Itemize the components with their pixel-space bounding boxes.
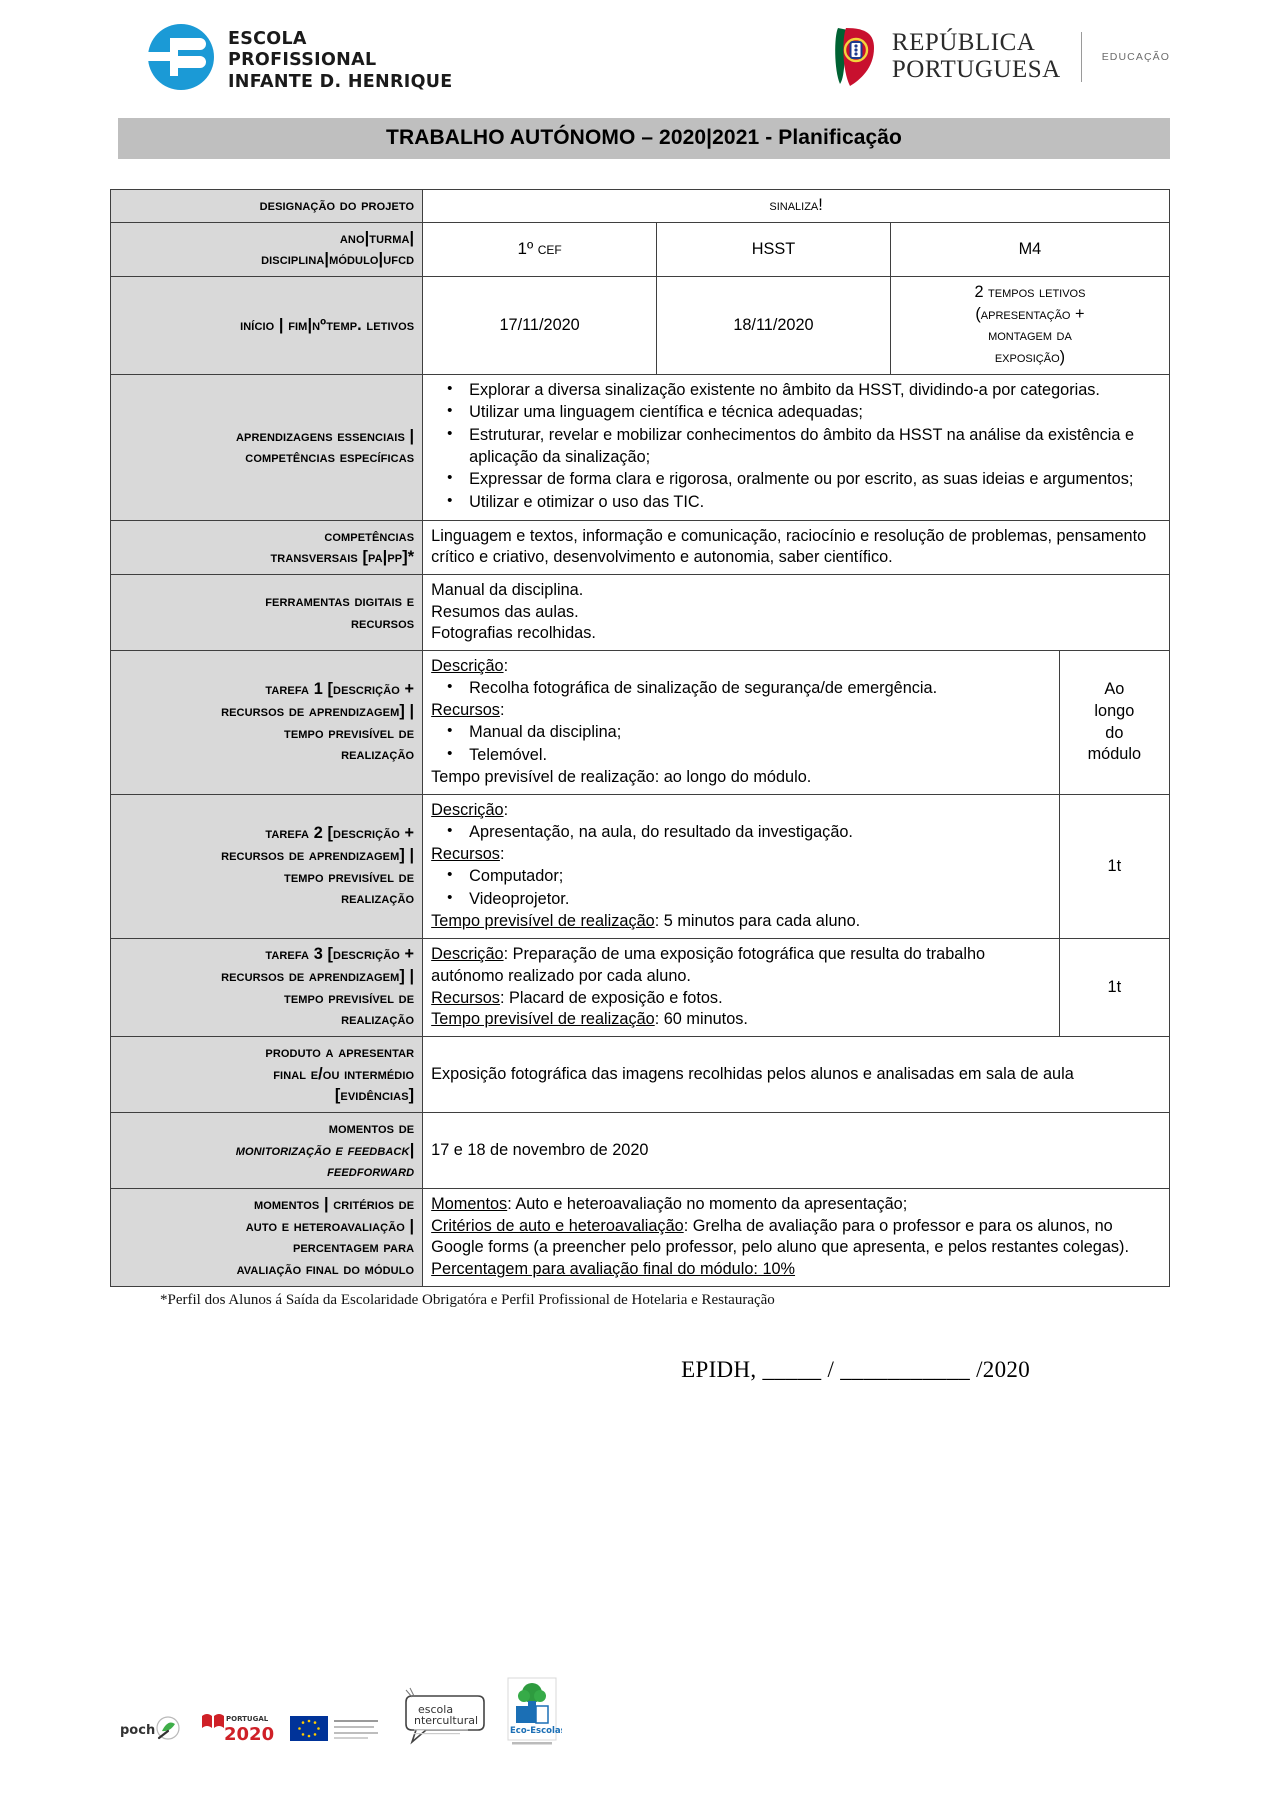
label-assessment [111,1188,423,1286]
svg-text:PORTUGAL: PORTUGAL [226,1715,269,1723]
label-essential-line1: aprendizagens essenciais | [235,426,415,445]
table-row-monitoring [111,1112,1170,1188]
task1-desc-list [431,678,1050,700]
task3-time-value: : 60 minutos. [654,1010,748,1029]
label-task2-line1: tarefa 2 [descrição + [265,824,415,843]
value-task3 [423,939,1059,1037]
value-assessment [423,1188,1170,1286]
task2-res-list [431,866,1050,910]
gov-line2: PORTUGUESA [891,56,1061,83]
task1-desc-heading: Descrição: [431,657,509,676]
republica-portuguesa-logo [832,18,1170,88]
label-class-line2: disciplina|módulo|ufcd [261,250,415,269]
label-assessment-line4: avaliação final do módulo [236,1259,415,1278]
poch-logo-icon [118,1708,184,1753]
value-digital-tools [423,575,1170,651]
list-item: • Explorar a diversa sinalização existente no âmbito da HSST, dividindo-a por categorias. [469,380,1161,402]
digital-tools-line1: Manual da disciplina. [431,581,584,600]
task2-time-value: : 5 minutos para cada aluno. [654,912,861,931]
task3-desc [431,944,1050,987]
value-lesson-times [890,277,1169,375]
school-logo [140,18,453,96]
table-row-transversal [111,520,1170,574]
value-designation: sinaliza! [423,190,1170,223]
document-title: TRABALHO AUTÓNOMO – 2020|2021 - Planificação [118,118,1170,159]
label-monitoring-line2-text: monitorização e feedback| [235,1140,415,1159]
assessment-criteria [431,1216,1161,1259]
gov-line1: REPÚBLICA [891,29,1036,57]
task3-res [431,988,1050,1010]
task2-res-heading-text: Recursos [431,845,500,864]
label-task1-line3: tempo previsível de [284,723,415,742]
label-task3-line2: recursos de aprendizagem] | [221,966,415,985]
list-item: • Videoprojetor. [469,889,1050,911]
task3-desc-label: Descrição [431,945,504,964]
table-row-digital-tools [111,575,1170,651]
task2-res-heading: Recursos: [431,845,505,864]
label-task1 [111,651,423,795]
table-row-assessment [111,1188,1170,1286]
school-emblem-icon [140,18,218,96]
digital-tools-line2: Resumos das aulas. [431,602,579,621]
list-item: • Computador; [469,866,1050,888]
label-task2-line2: recursos de aprendizagem] | [221,845,415,864]
planning-table [110,189,1170,1287]
value-task1 [423,651,1059,795]
label-digital-line2: recursos [351,613,415,632]
task3-res-label: Recursos [431,988,500,1007]
assessment-criteria-label: Critérios de auto e heteroavaliação [431,1216,684,1235]
school-name-line1: ESCOLA [228,28,307,49]
digital-tools-line3: Fotografias recolhidas. [431,624,596,643]
assessment-percentage-value: : 10% [753,1259,796,1278]
table-row-task1 [111,651,1170,795]
value-essential-learning [423,374,1170,520]
label-designation: designação do projeto [111,190,423,223]
assessment-moments [431,1194,1161,1216]
svg-text:ntercultural: ntercultural [414,1714,479,1727]
value-year-class: 1º cef [423,222,657,276]
european-union-logo-icon [288,1708,384,1753]
label-task3-line1: tarefa 3 [descrição + [265,945,415,964]
list-item: • Utilizar e otimizar o uso das TIC. [469,492,1161,514]
republica-portuguesa-wordmark [892,30,1061,84]
school-name [228,21,453,93]
lesson-times-line1: 2 tempos letivos [974,283,1086,302]
assessment-percentage [431,1259,1161,1281]
task3-desc-value: : Preparação de uma exposição fotográfica que resulta do trabalho autónomo realizado por cada aluno. [431,945,986,985]
essential-learning-list [431,380,1161,514]
label-monitoring-line3 [119,1161,414,1183]
label-task3-line3: tempo previsível de [284,988,415,1007]
task1-duration-line3: do [1105,723,1124,742]
label-digital-tools [111,575,423,651]
table-row-task3 [111,939,1170,1037]
task3-time-label: Tempo previsível de realização [431,1010,655,1029]
table-row-product [111,1036,1170,1112]
label-task3 [111,939,423,1037]
value-task1-duration [1059,651,1169,795]
logo-divider [1081,32,1082,82]
school-name-line2: PROFISSIONAL [228,50,377,71]
signature-line: EPIDH, _____ / ___________ /2020 [681,1356,1030,1382]
svg-text:Eco-Escolas: Eco-Escolas [510,1726,562,1736]
task1-res-heading-text: Recursos [431,701,500,720]
label-monitoring-line2 [119,1140,414,1162]
table-row-class [111,222,1170,276]
school-name-line3: INFANTE D. HENRIQUE [228,71,453,92]
task2-desc-list [431,822,1050,844]
table-row-designation [111,190,1170,223]
label-task1-line2: recursos de aprendizagem] | [221,701,415,720]
value-task2-duration: 1t [1059,795,1169,939]
task2-desc-heading: Descrição: [431,801,509,820]
label-assessment-line2: auto e heteroavaliação | [245,1216,415,1235]
label-task1-line1: tarefa 1 [descrição + [265,680,415,699]
value-start-date: 17/11/2020 [423,277,657,375]
ministry-tagline: EDUCAÇÃO [1101,51,1170,63]
task1-duration-line2: longo [1094,701,1135,720]
task3-res-value: : Placard de exposição e fotos. [499,988,723,1007]
value-task3-duration: 1t [1059,939,1169,1037]
svg-text:escola: escola [418,1703,454,1716]
value-end-date: 18/11/2020 [657,277,891,375]
portugal-2020-logo-icon [198,1708,274,1753]
value-product: Exposição fotográfica das imagens recolhidas pelos alunos e analisadas em sala de aula [423,1036,1170,1112]
task1-duration-line4: módulo [1087,745,1142,764]
assessment-moments-label: Momentos [431,1194,508,1213]
task1-res-list [431,722,1050,766]
task2-time [431,911,1050,933]
label-task2-line4: realização [341,889,415,908]
task2-time-label: Tempo previsível de realização [431,912,655,931]
value-monitoring: 17 e 18 de novembro de 2020 [423,1112,1170,1188]
label-transversal-line2: transversais [pa|pp]* [270,548,415,567]
label-transversal [111,520,423,574]
assessment-percentage-label: Percentagem para avaliação final do módulo [431,1259,754,1278]
label-task3-line4: realização [341,1010,415,1029]
task1-res-heading: Recursos: [431,701,505,720]
svg-text:poch: poch [120,1723,156,1738]
assessment-criteria-value: : Grelha de avaliação para o professor e para os alunos, no Google forms (a preencher pelo professor, pelo aluno que apresenta, e pelos restantes colegas). [431,1216,1129,1257]
label-monitoring-line3-text: feedforward [327,1162,415,1181]
list-item: • Telemóvel. [469,745,1050,767]
task1-time: Tempo previsível de realização: ao longo do módulo. [431,768,812,787]
label-task1-line4: realização [341,745,415,764]
label-class [111,222,423,276]
list-item: • Expressar de forma clara e rigorosa, oralmente ou por escrito, as suas ideias e argumentos; [469,469,1161,491]
portuguese-coat-of-arms-icon [832,26,876,88]
table-row-task2 [111,795,1170,939]
list-item: • Estruturar, revelar e mobilizar conhecimentos do âmbito da HSST na análise da existência e aplicação da sinalização; [469,425,1161,468]
label-assessment-line3: percentagem para [292,1238,415,1257]
value-transversal: Linguagem e textos, informação e comunicação, raciocínio e resolução de problemas, pensamento crítico e criativo, desenvolvimento e autonomia, saber científico. [423,520,1170,574]
label-essential-learning [111,374,423,520]
label-transversal-line1: competências [324,526,415,545]
footer-logos [118,1676,562,1753]
list-item: • Recolha fotográfica de sinalização de segurança/de emergência. [469,678,1050,700]
list-item: • Manual da disciplina; [469,722,1050,744]
label-task2-line3: tempo previsível de [284,867,415,886]
label-monitoring [111,1112,423,1188]
value-module: M4 [890,222,1169,276]
task1-duration-line1: Ao [1104,680,1125,699]
svg-text:2020: 2020 [224,1724,274,1745]
task2-desc-heading-text: Descrição [431,801,504,820]
lesson-times-line3: montagem da [988,326,1072,345]
label-digital-line1: ferramentas digitais e [265,591,415,610]
value-subject: HSST [657,222,891,276]
assessment-moments-value: : Auto e heteroavaliação no momento da apresentação; [507,1194,908,1213]
table-row-essential-learning [111,374,1170,520]
label-product [111,1036,423,1112]
label-dates: início | fim|nºtemp. letivos [111,277,423,375]
label-product-line2: final e/ou intermédio [273,1064,415,1083]
task1-desc-heading-text: Descrição [431,657,504,676]
escola-intercultural-logo-icon [398,1686,488,1753]
table-row-dates [111,277,1170,375]
label-essential-line2: competências específicas [245,448,415,467]
list-item: • Apresentação, na aula, do resultado da investigação. [469,822,1050,844]
label-monitoring-line1: momentos de [328,1118,415,1137]
label-product-line1: produto a apresentar [265,1042,415,1061]
task3-time [431,1009,1050,1031]
label-class-line1: ano|turma| [339,228,415,247]
label-product-line3: [evidências] [334,1086,415,1105]
value-task2 [423,795,1059,939]
page-header [0,0,1280,110]
eco-escolas-logo-icon [502,1676,562,1753]
lesson-times-line4: exposição) [994,348,1066,367]
footnote: *Perfil dos Alunos á Saída da Escolaridade Obrigatóra e Perfil Profissional de Hotelaria e Restauração [160,1291,775,1308]
label-assessment-line1: momentos | critérios de [253,1194,415,1213]
list-item: • Utilizar uma linguagem científica e técnica adequadas; [469,402,1161,424]
label-task2 [111,795,423,939]
lesson-times-line2: (apresentação + [975,304,1085,323]
